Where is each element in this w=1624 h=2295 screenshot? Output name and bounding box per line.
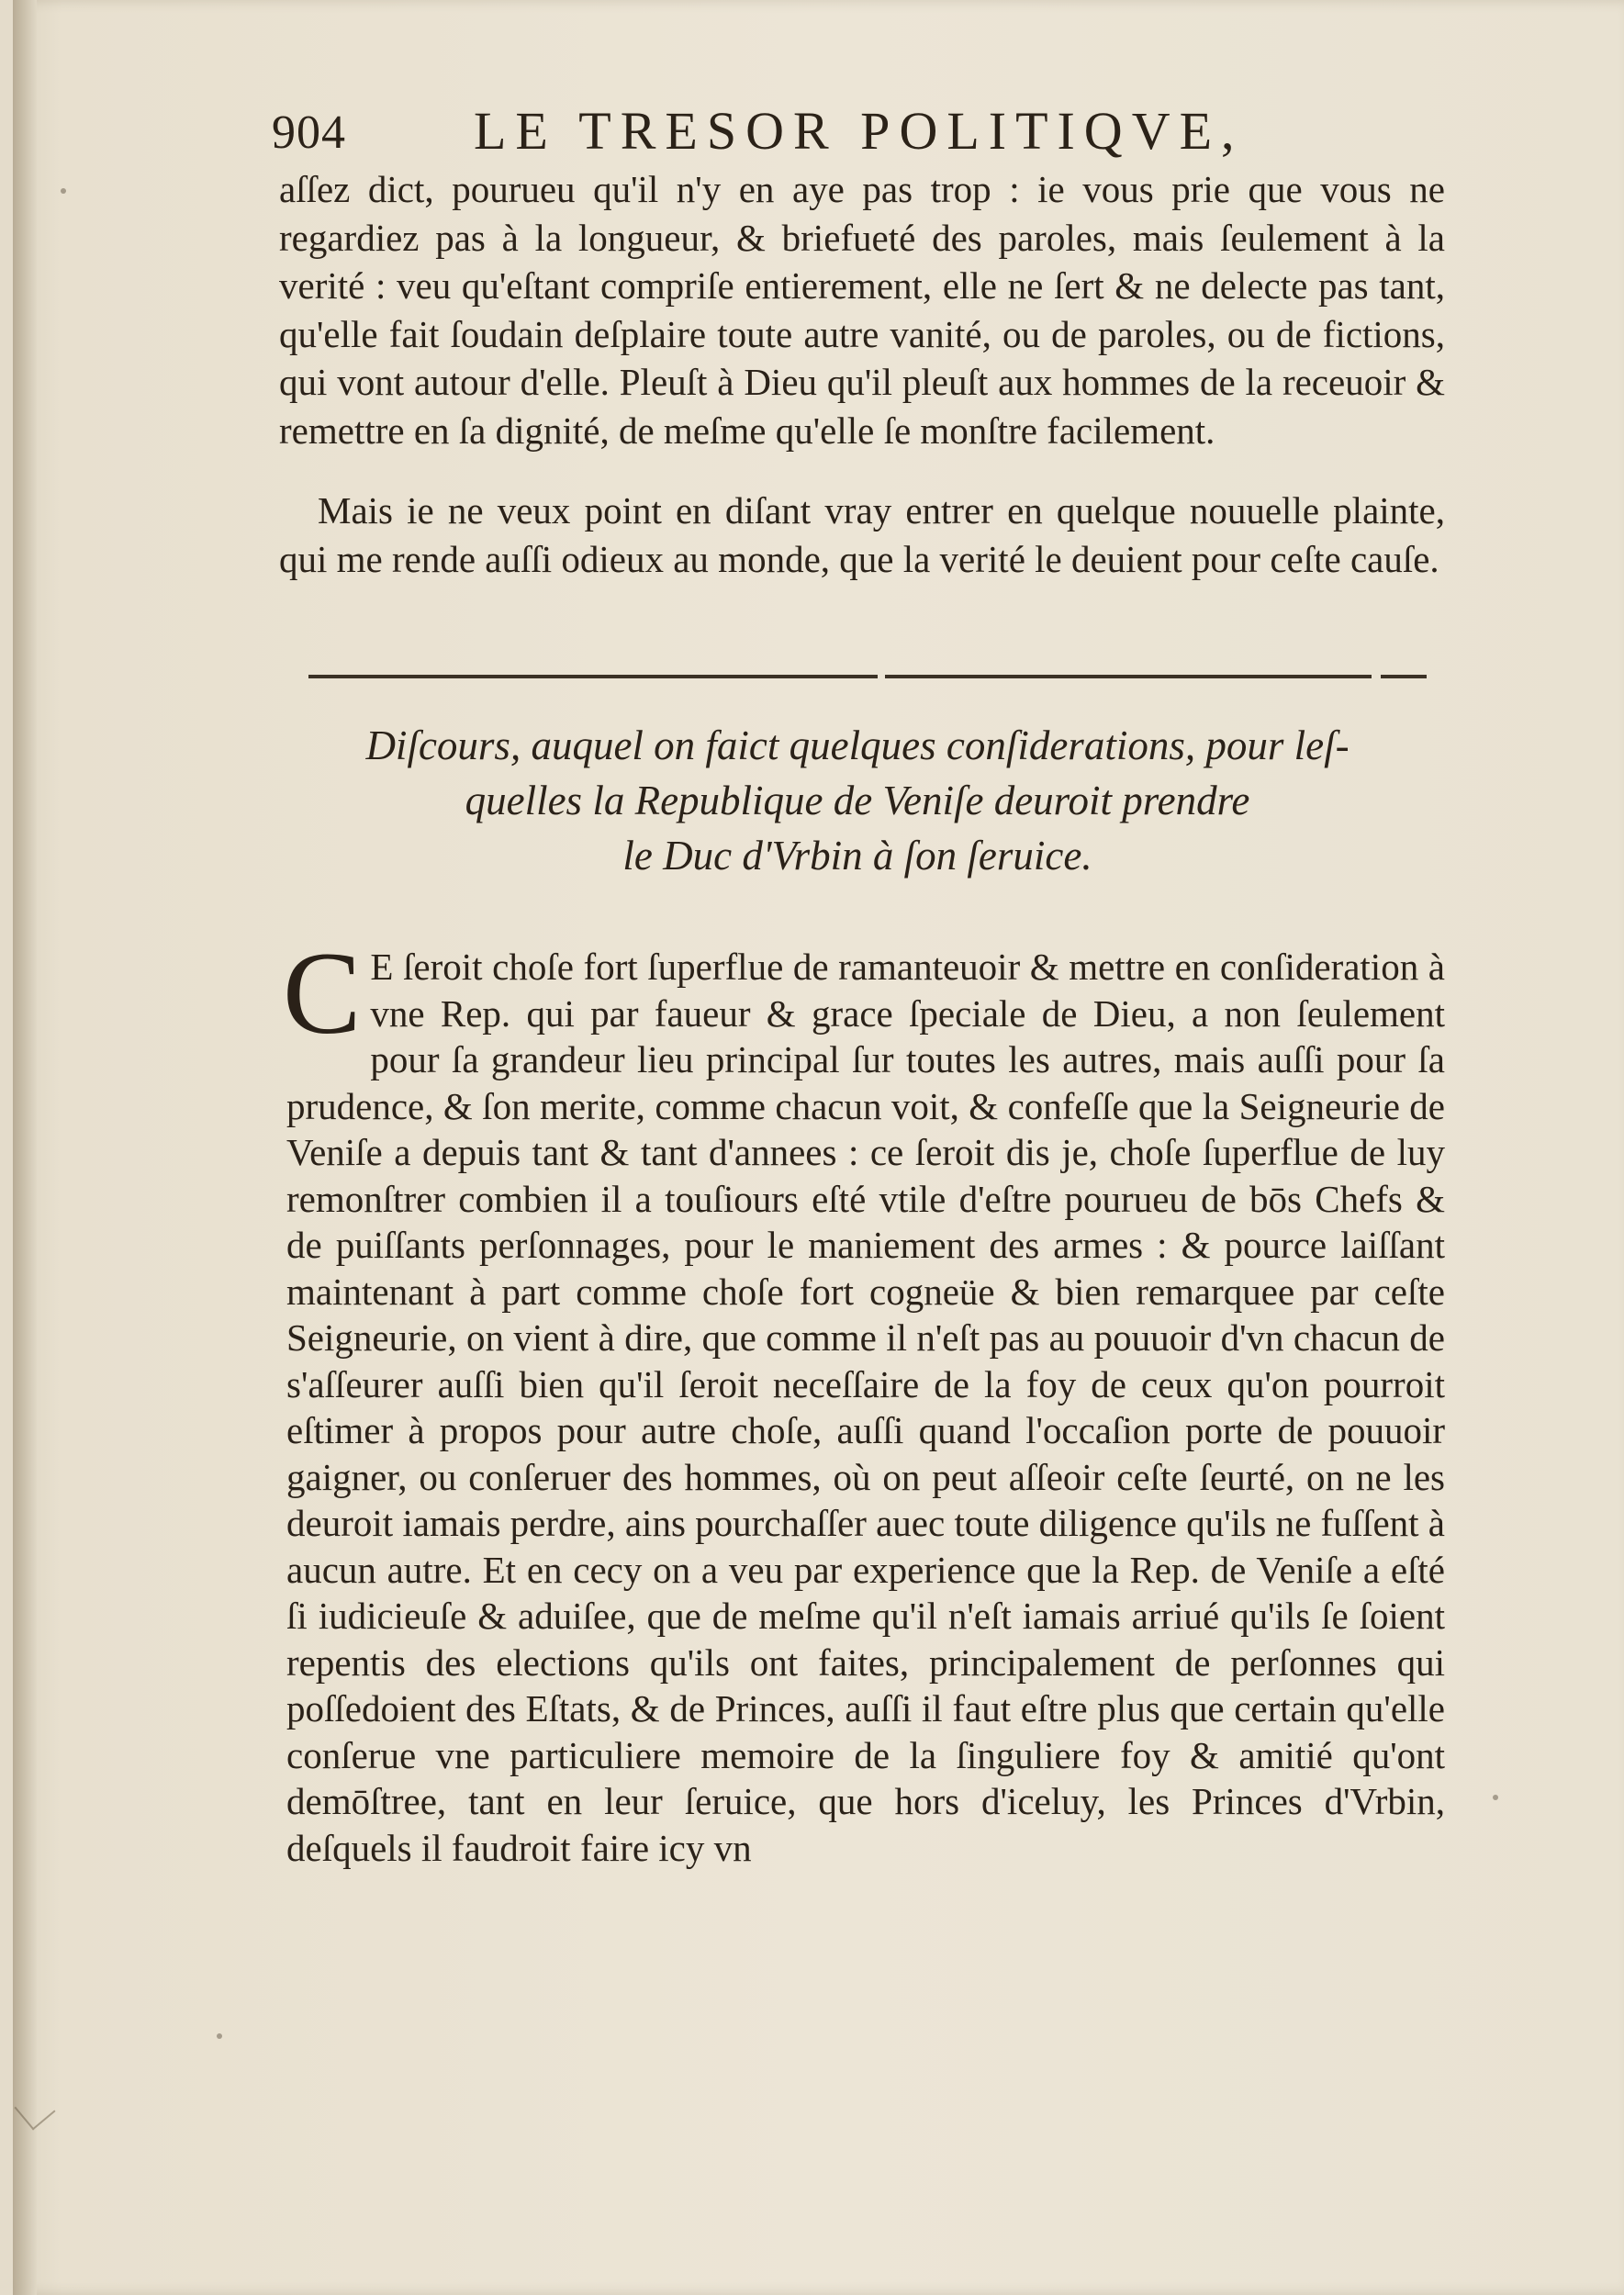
- section-title-line: quelles la Republique de Veniſe deuroit prendre: [465, 778, 1250, 823]
- section-divider: [885, 675, 1372, 678]
- section-divider: [1381, 675, 1427, 678]
- closing-paragraph: [279, 487, 1445, 583]
- paragraph-text: Mais ie ne veux point en diſant vray entrer en quelque nouuelle plainte, qui me rende auſſi odieux au monde, que la verité le deuient pour ceſte cauſe.: [279, 489, 1445, 580]
- discourse-body: [283, 928, 1445, 1871]
- running-title: LE TRESOR POLITIQVE,: [474, 101, 1244, 161]
- binding-gutter: [13, 0, 37, 2295]
- paragraph-text: aſſez dict, pourueu qu'il n'y en aye pas trop : ie vous prie que vous ne regardiez pas à la longueur, & briefueté des paroles, mais ſeulement à la verité : veu qu'eſtant compriſe entierement, elle ne ſert & ne delecte pas tant, qu'elle fait ſoudain deſplaire toute autre vanité, ou de paroles, ou de fictions, qui vont autour d'elle. Pleuſt à Dieu qu'il pleuſt aux hommes de la receuoir & remettre en ſa dignité, de meſme qu'elle ſe monſtre facilement.: [279, 168, 1445, 452]
- section-title: [288, 718, 1427, 883]
- running-header: [272, 96, 1456, 161]
- paper-speck: [1493, 1795, 1498, 1800]
- body-text: E ſeroit choſe fort ſuperflue de ramanteuoir & mettre en conſideration à vne Rep. qui par faueur & grace ſpeciale de Dieu, a non ſeulement pour ſa grandeur lieu principal ſur toutes les autres, mais auſſi pour ſa prudence, & ſon merite, comme chacun voit, & confeſſe que la Seigneurie de Veniſe a depuis tant & tant d'annees : ce ſeroit dis je, choſe ſuperflue de luy remonſtrer combien il a touſiours eſté vtile d'eſtre pourueu de bōs Chefs & de puiſſants perſonnages, pour le maniement des armes : & pource laiſſant maintenant à part comme choſe fort cogneüe & bien remarquee par ceſte Seigneurie, on vient à dire, que comme il n'eſt pas au pouuoir d'vn chacun de s'aſſeurer auſſi bien qu'il ſeroit neceſſaire de la foy de ceux qu'on pourroit eſtimer à propos pour autre choſe, auſſi quand l'occaſion porte de pouuoir gaigner, ou conſeruer des hommes, où on peut aſſeoir ceſte ſeurté, on ne les deuroit iamais perdre, ains pourchaſſer auec toute diligence qu'ils ne fuſſent à aucun autre. Et en cecy on a veu par experience que la Rep. de Veniſe a eſté ſi iudicieuſe & aduiſee, que de meſme qu'il n'eſt iamais arriué qu'ils ſe ſoient repentis des elections qu'ils ont faites, principalement de perſonnes qui poſſedoient des Eſtats, & de Princes, auſſi il faut eſtre plus que certain qu'elle conſerue vne particuliere memoire de la ſinguliere foy & amitié qu'ont demōſtree, tant en leur ſeruice, que hors d'iceluy, les Princes d'Vrbin, deſquels il faudroit faire icy vn: [286, 946, 1445, 1869]
- section-title-line: le Duc d'Vrbin à ſon ſeruice.: [622, 833, 1092, 879]
- section-title-line: Diſcours, auquel on faict quelques conſiderations, pour leſ-: [365, 722, 1350, 768]
- book-page: [13, 0, 1624, 2295]
- drop-cap: C: [283, 928, 362, 1058]
- continuation-paragraph: [279, 165, 1445, 454]
- section-divider: [308, 675, 878, 678]
- page-number: 904: [272, 106, 346, 159]
- paper-speck: [217, 2033, 222, 2039]
- paper-speck: [61, 188, 66, 194]
